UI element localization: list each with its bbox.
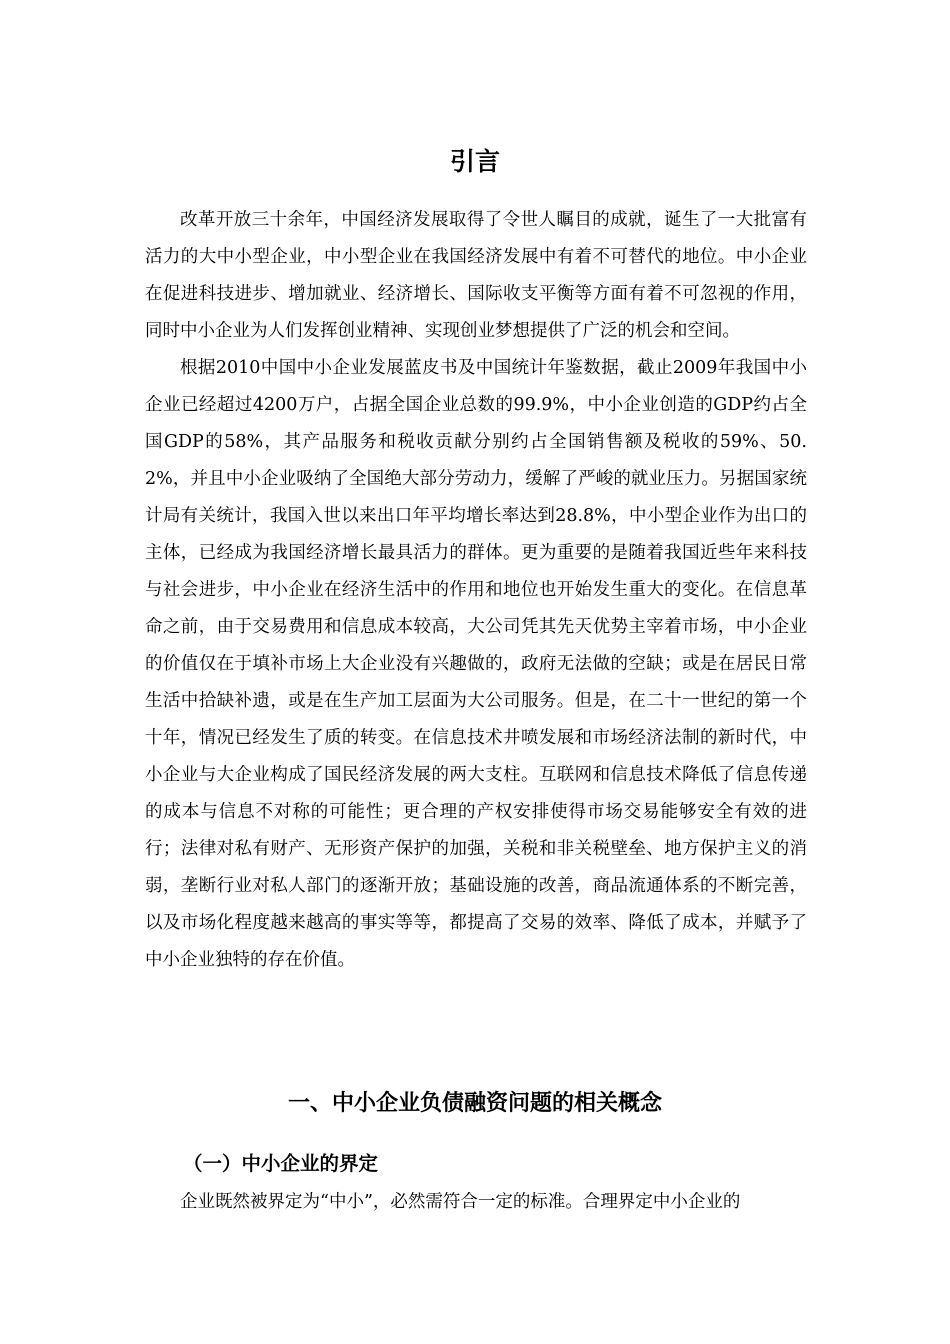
intro-section [145,202,807,979]
intro-paragraph-1: 改革开放三十余年，中国经济发展取得了令世人瞩目的成就，诞生了一大批富有活力的大中小型企业，中小型企业在我国经济发展中有着不可替代的地位。中小企业在促进科技进步、增加就业、经济增长、国际收支平衡等方面有着不可忽视的作用，同时中小企业为人们发挥创业精神、实现创业梦想提供了广泛的机会和空间。 [145,210,807,341]
subsection-body [145,1184,807,1222]
intro-paragraph-2: 根据2010中国中小企业发展蓝皮书及中国统计年鉴数据，截止2009年我国中小企业已经超过4200万户，占据全国企业总数的99.9%，中小企业创造的GDP约占全国GDP的58%，其产品服务和税收贡献分别约占全国销售额及税收的59%、50.2%，并且中小企业吸纳了全国绝大部分劳动力，缓解了严峻的就业压力。另据国家统计局有关统计，我国入世以来出口年平均增长率达到28.8%，中小型企业作为出口的主体，已经成为我国经济增长最具活力的群体。更为重要的是随着我国近些年来科技与社会进步，中小企业在经济生活中的作用和地位也开始发生重大的变化。在信息革命之前，由于交易费用和信息成本较高，大公司凭其先天优势主宰着市场，中小企业的价值仅在于填补市场上大企业没有兴趣做的，政府无法做的空缺；或是在居民日常生活中拾缺补遗，或是在生产加工层面为大公司服务。但是，在二十一世纪的第一个十年，情况已经发生了质的转变。在信息技术井喷发展和市场经济法制的新时代，中小企业与大企业构成了国民经济发展的两大支柱。互联网和信息技术降低了信息传递的成本与信息不对称的可能性；更合理的产权安排使得市场交易能够安全有效的进行；法律对私有财产、无形资产保护的加强，关税和非关税壁垒、地方保护主义的消弱，垄断行业对私人部门的逐渐开放；基础设施的改善，商品流通体系的不断完善，以及市场化程度越来越高的事实等等，都提高了交易的效率、降低了成本，并赋予了中小企业独特的存在价值。 [145,358,807,970]
subsection-heading: （一）中小企业的界定 [183,1152,379,1175]
subsection-paragraph: 企业既然被界定为“中小”，必然需符合一定的标准。合理界定中小企业的 [180,1192,741,1212]
page-title: 引言 [449,147,500,176]
section-heading: 一、中小企业负债融资问题的相关概念 [287,1091,662,1116]
